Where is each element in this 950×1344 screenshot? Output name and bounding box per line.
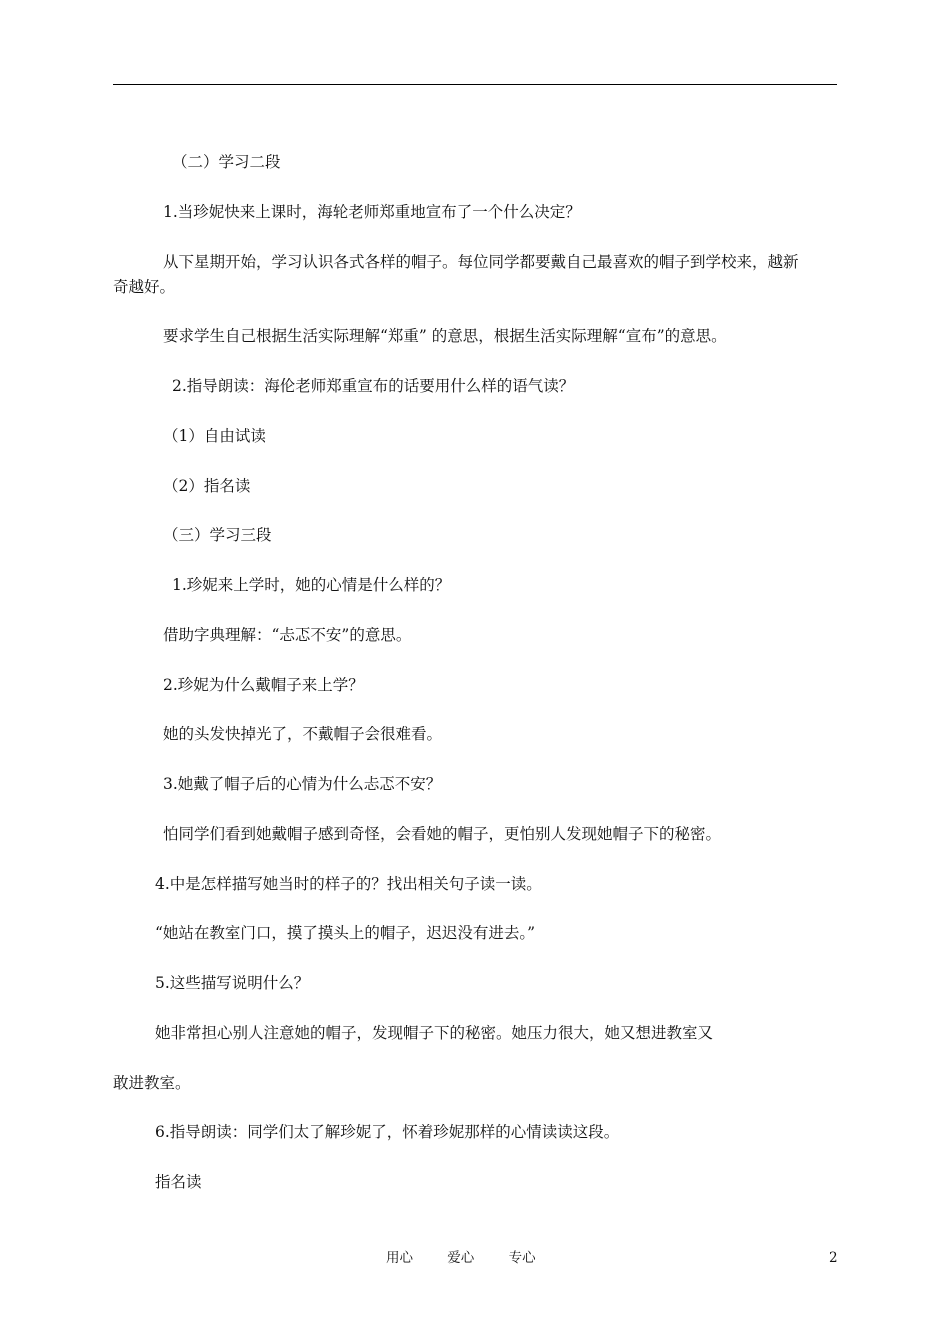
header-rule (113, 84, 837, 85)
section-heading-3: （三）学习三段 (163, 526, 272, 544)
reading-step-2: （2）指名读 (163, 477, 251, 495)
footer-motto-2: 爱心 (447, 1250, 475, 1266)
answer-1-line-1: 从下星期开始，学习认识各式各样的帽子。每位同学都要戴自己最喜欢的帽子到学校来，越新 (163, 253, 799, 271)
footer-motto-1: 用心 (386, 1250, 413, 1266)
answer-3-1: 借助字典理解：“忐忑不安”的意思。 (163, 626, 412, 644)
section-heading-2: （二）学习二段 (172, 153, 281, 171)
instruction-text: 要求学生自己根据生活实际理解“郑重” 的意思，根据生活实际理解“宣布”的意思。 (163, 327, 727, 345)
question-1: 1.当珍妮快来上课时，海轮老师郑重地宣布了一个什么决定？ (163, 203, 581, 221)
question-2: 2.指导朗读：海伦老师郑重宣布的话要用什么样的语气读？ (172, 377, 575, 395)
question-3-5: 5.这些描写说明什么？ (155, 974, 310, 992)
reading-step-final: 指名读 (155, 1173, 202, 1191)
answer-3-3: 怕同学们看到她戴帽子感到奇怪，会看她的帽子，更怕别人发现她帽子下的秘密。 (163, 825, 722, 843)
answer-3-5-line-2: 敢进教室。 (113, 1074, 191, 1092)
answer-3-2: 她的头发快掉光了，不戴帽子会很难看。 (163, 725, 443, 743)
question-3-6: 6.指导朗读：同学们太了解珍妮了，怀着珍妮那样的心情读读这段。 (155, 1123, 620, 1141)
answer-3-5-line-1: 她非常担心别人注意她的帽子，发现帽子下的秘密。她压力很大，她又想进教室又 (155, 1024, 714, 1042)
question-3-2: 2.珍妮为什么戴帽子来上学？ (163, 676, 364, 694)
reading-step-1: （1）自由试读 (163, 427, 266, 445)
answer-1-line-2: 奇越好。 (113, 278, 176, 296)
question-3-3: 3.她戴了帽子后的心情为什么忐忑不安？ (163, 775, 442, 793)
question-3-4: 4.中是怎样描写她当时的样子的？找出相关句子读一读。 (155, 875, 542, 893)
footer-motto-3: 专心 (508, 1250, 536, 1266)
answer-3-4-quote: “她站在教室门口，摸了摸头上的帽子，迟迟没有进去。” (155, 924, 536, 942)
page-number: 2 (829, 1250, 838, 1266)
question-3-1: 1.珍妮来上学时，她的心情是什么样的？ (172, 576, 451, 594)
footer-motto (386, 1248, 536, 1268)
